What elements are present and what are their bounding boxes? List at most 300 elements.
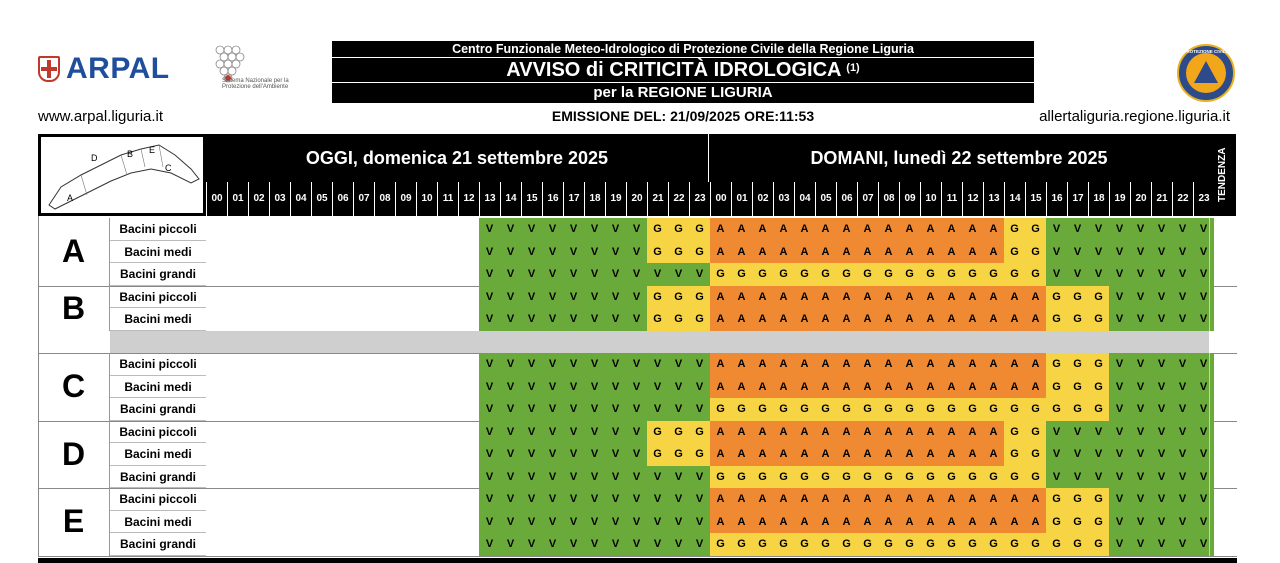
alert-cell: V <box>542 466 563 489</box>
alert-cell <box>206 398 227 421</box>
alert-cell: G <box>1004 218 1025 241</box>
alert-cell: G <box>815 533 836 556</box>
alert-cell <box>395 263 416 286</box>
alert-cell: V <box>1151 488 1172 511</box>
alert-cell: G <box>731 398 752 421</box>
alert-cell <box>248 511 269 534</box>
alert-cell: A <box>878 308 899 331</box>
alert-cell: A <box>836 308 857 331</box>
alert-cell: A <box>1004 488 1025 511</box>
alert-cell: V <box>521 376 542 399</box>
hour-label: 20 <box>626 182 647 216</box>
alert-cell: V <box>605 533 626 556</box>
alert-cell: G <box>710 398 731 421</box>
alert-cell <box>332 376 353 399</box>
alert-cell: A <box>920 308 941 331</box>
alert-cell <box>206 533 227 556</box>
alert-cell: A <box>1004 308 1025 331</box>
tendency-cell <box>1209 241 1237 264</box>
alert-cell: V <box>521 398 542 421</box>
alert-cell: A <box>815 286 836 309</box>
alert-cell: V <box>521 286 542 309</box>
alert-cell <box>353 308 374 331</box>
alert-cell: V <box>1088 421 1109 444</box>
arpal-website-link[interactable]: www.arpal.liguria.it <box>38 108 164 125</box>
alert-cell: A <box>983 421 1004 444</box>
alert-cell: V <box>563 533 584 556</box>
alert-cell <box>353 218 374 241</box>
hour-label: 18 <box>1088 182 1109 216</box>
liguria-zones-map <box>40 136 204 214</box>
alert-cell <box>248 466 269 489</box>
hour-label: 10 <box>416 182 437 216</box>
alert-cell: G <box>794 533 815 556</box>
alert-cell: V <box>1130 398 1151 421</box>
alert-cell: A <box>794 241 815 264</box>
alert-cell: V <box>500 398 521 421</box>
alert-cell: G <box>794 398 815 421</box>
alert-cell <box>458 511 479 534</box>
alert-cell: V <box>542 241 563 264</box>
table-row <box>38 511 1237 534</box>
alert-cell: G <box>1067 398 1088 421</box>
alert-cell: A <box>794 488 815 511</box>
alert-cell: V <box>563 421 584 444</box>
hour-label: 07 <box>353 182 374 216</box>
table-row <box>38 353 1237 376</box>
alert-cell: V <box>521 263 542 286</box>
table-header <box>38 134 1237 216</box>
table-row <box>38 286 1237 309</box>
alert-cell <box>269 308 290 331</box>
alert-cell: A <box>962 308 983 331</box>
alert-cell: A <box>1004 376 1025 399</box>
alert-cell <box>269 488 290 511</box>
table-row <box>38 218 1237 241</box>
alert-cell: V <box>605 286 626 309</box>
alert-cell: V <box>521 308 542 331</box>
alert-cell: A <box>857 353 878 376</box>
alert-cell: G <box>647 308 668 331</box>
hour-label: 12 <box>458 182 479 216</box>
alert-cell: A <box>899 511 920 534</box>
basin-label: Bacini medi <box>110 241 206 264</box>
alert-cell: A <box>983 241 1004 264</box>
alert-cell: G <box>1067 533 1088 556</box>
alert-cell: V <box>1193 353 1214 376</box>
alert-cell: V <box>647 533 668 556</box>
alert-cell: G <box>1088 398 1109 421</box>
table-row <box>38 466 1237 489</box>
alert-cell <box>353 511 374 534</box>
alert-cell <box>437 421 458 444</box>
svg-text:A: A <box>67 193 74 203</box>
alert-cell: V <box>1172 353 1193 376</box>
alert-cell: A <box>878 376 899 399</box>
alert-cell: A <box>1025 286 1046 309</box>
hour-label: 03 <box>773 182 794 216</box>
alert-cell: G <box>752 263 773 286</box>
bottom-bar <box>38 558 1237 563</box>
alert-cell: V <box>668 533 689 556</box>
hour-label: 06 <box>836 182 857 216</box>
alert-cell: A <box>731 443 752 466</box>
alert-cell: A <box>857 286 878 309</box>
alert-cell: V <box>1130 421 1151 444</box>
alert-cell: V <box>542 263 563 286</box>
alert-cell <box>227 263 248 286</box>
alert-cell: G <box>1067 286 1088 309</box>
alert-cell <box>248 263 269 286</box>
alert-cell: A <box>941 421 962 444</box>
hour-label: 08 <box>374 182 395 216</box>
alert-cell: V <box>1172 376 1193 399</box>
alert-cell: A <box>899 286 920 309</box>
hour-label: 18 <box>584 182 605 216</box>
alert-cell: A <box>920 511 941 534</box>
alert-cell <box>416 263 437 286</box>
alert-cell: V <box>521 466 542 489</box>
alert-cell <box>206 286 227 309</box>
alert-cell: V <box>563 443 584 466</box>
alert-cell: G <box>1046 376 1067 399</box>
basin-label: Bacini grandi <box>110 398 206 421</box>
alert-cell: A <box>836 218 857 241</box>
alert-cell: G <box>920 466 941 489</box>
alert-cell: G <box>836 263 857 286</box>
alert-cell: A <box>920 286 941 309</box>
alert-cell: V <box>1193 466 1214 489</box>
alert-cell: A <box>941 511 962 534</box>
alert-cell <box>248 286 269 309</box>
alert-cell: V <box>1130 241 1151 264</box>
hour-label: 13 <box>983 182 1004 216</box>
alert-cell: V <box>1088 466 1109 489</box>
alert-cell: V <box>1067 421 1088 444</box>
alert-cell: V <box>521 488 542 511</box>
alert-cell: A <box>962 443 983 466</box>
alert-cell: A <box>941 218 962 241</box>
alert-cell: A <box>773 488 794 511</box>
alert-cell: A <box>773 286 794 309</box>
alert-cell: V <box>1088 241 1109 264</box>
alert-cell: A <box>731 353 752 376</box>
alert-cell: G <box>794 263 815 286</box>
alert-cell: G <box>731 533 752 556</box>
alert-cell: G <box>920 263 941 286</box>
hour-label: 23 <box>1193 182 1214 216</box>
alert-cell: V <box>521 421 542 444</box>
hour-label: 08 <box>878 182 899 216</box>
hour-label: 04 <box>794 182 815 216</box>
alert-cell: V <box>1067 241 1088 264</box>
alert-cell <box>290 376 311 399</box>
hour-label: 02 <box>752 182 773 216</box>
alert-cell: G <box>1004 241 1025 264</box>
protezione-civile-logo-icon <box>1177 44 1235 102</box>
basin-label: Bacini grandi <box>110 466 206 489</box>
alert-cell: A <box>710 488 731 511</box>
alert-cell: V <box>689 511 710 534</box>
alert-cell: A <box>857 241 878 264</box>
svg-text:D: D <box>91 153 98 163</box>
alert-cell: A <box>941 241 962 264</box>
alert-cell: V <box>626 511 647 534</box>
alert-cell <box>374 308 395 331</box>
alert-cell: A <box>857 443 878 466</box>
alert-cell: V <box>479 398 500 421</box>
alert-cell: G <box>899 398 920 421</box>
alert-cell <box>311 286 332 309</box>
basin-label: Bacini medi <box>110 376 206 399</box>
alert-cell <box>416 286 437 309</box>
alert-cell: G <box>647 421 668 444</box>
alert-cell <box>353 353 374 376</box>
alert-cell: V <box>1109 376 1130 399</box>
alert-cell <box>269 443 290 466</box>
alert-cell <box>248 376 269 399</box>
alert-cell: A <box>773 443 794 466</box>
alert-cell <box>458 308 479 331</box>
alert-cell: A <box>1004 511 1025 534</box>
alert-cell: A <box>920 443 941 466</box>
alert-cell <box>206 353 227 376</box>
alert-cell <box>458 443 479 466</box>
alert-cell <box>269 241 290 264</box>
allerta-website-link[interactable]: allertaliguria.regione.liguria.it <box>1039 108 1230 125</box>
alert-cell <box>206 376 227 399</box>
alert-cell: V <box>1151 398 1172 421</box>
alert-cell: V <box>479 488 500 511</box>
alert-cell: V <box>689 533 710 556</box>
tendency-cell <box>1209 443 1237 466</box>
alert-cell <box>311 488 332 511</box>
alert-cell: V <box>1193 533 1214 556</box>
alert-cell: V <box>1088 218 1109 241</box>
alert-cell: V <box>500 421 521 444</box>
alert-cell <box>248 443 269 466</box>
alert-cell: G <box>1004 443 1025 466</box>
alert-cell <box>395 511 416 534</box>
alert-cell <box>269 218 290 241</box>
alert-cell <box>395 353 416 376</box>
alert-cell <box>437 533 458 556</box>
alert-cell: V <box>626 376 647 399</box>
alert-cell: G <box>668 443 689 466</box>
alert-cell: G <box>920 398 941 421</box>
alert-cell: A <box>815 353 836 376</box>
alert-cell: A <box>899 308 920 331</box>
alert-cell <box>206 511 227 534</box>
alert-cell: V <box>647 263 668 286</box>
alert-cell: V <box>1067 263 1088 286</box>
alert-cell <box>290 466 311 489</box>
alert-cell <box>437 466 458 489</box>
alert-cell: A <box>731 421 752 444</box>
alert-cell: V <box>647 511 668 534</box>
alert-cell: V <box>1193 376 1214 399</box>
alert-cell: V <box>1109 241 1130 264</box>
alert-cell: G <box>815 398 836 421</box>
alert-cell: V <box>521 218 542 241</box>
alert-cell: V <box>668 376 689 399</box>
alert-cell: A <box>962 488 983 511</box>
alert-cell: V <box>1130 376 1151 399</box>
alert-cell: A <box>857 488 878 511</box>
alert-cell: A <box>836 443 857 466</box>
alert-cell: A <box>731 308 752 331</box>
alert-cell: V <box>647 376 668 399</box>
alert-cell: G <box>1025 443 1046 466</box>
alert-cell: G <box>815 466 836 489</box>
alert-cell: A <box>1025 376 1046 399</box>
basin-label: Bacini piccoli <box>110 218 206 241</box>
alert-cell: V <box>584 421 605 444</box>
hour-label: 14 <box>500 182 521 216</box>
alert-cell: A <box>1004 353 1025 376</box>
alert-cell: V <box>1109 263 1130 286</box>
day2-title: DOMANI, lunedì 22 settembre 2025 <box>810 148 1108 168</box>
alert-cell: G <box>941 466 962 489</box>
alert-cell: G <box>836 398 857 421</box>
alert-cell: A <box>710 286 731 309</box>
alert-cell: A <box>836 376 857 399</box>
alert-cell: V <box>563 286 584 309</box>
alert-cell <box>248 398 269 421</box>
alert-cell <box>269 376 290 399</box>
alert-cell: A <box>836 488 857 511</box>
alert-cell <box>395 218 416 241</box>
alert-cell: G <box>1088 286 1109 309</box>
alert-cell <box>269 263 290 286</box>
alert-cell: V <box>479 533 500 556</box>
alert-cell: V <box>1109 443 1130 466</box>
alert-cell: G <box>983 398 1004 421</box>
alert-cell: G <box>689 241 710 264</box>
hour-label: 03 <box>269 182 290 216</box>
alert-cell <box>458 421 479 444</box>
alert-cell: V <box>584 353 605 376</box>
alert-cell: G <box>836 533 857 556</box>
alert-cell: A <box>773 308 794 331</box>
tendency-cell <box>1209 376 1237 399</box>
alert-cell <box>332 263 353 286</box>
alert-cell <box>332 488 353 511</box>
alert-cell: V <box>605 308 626 331</box>
alert-cell: G <box>689 421 710 444</box>
alert-cell: V <box>521 511 542 534</box>
alert-cell <box>437 218 458 241</box>
alert-cell: A <box>941 376 962 399</box>
alert-cell <box>437 286 458 309</box>
zone-label: C <box>38 353 110 421</box>
alert-cell: A <box>962 376 983 399</box>
alert-cell: G <box>1025 466 1046 489</box>
alert-cell: A <box>983 218 1004 241</box>
alert-cell <box>353 421 374 444</box>
alert-cell: A <box>962 511 983 534</box>
alert-cell: G <box>899 466 920 489</box>
hour-label: 19 <box>605 182 626 216</box>
alert-cell: A <box>1025 511 1046 534</box>
alert-cell: G <box>1088 353 1109 376</box>
hour-label: 19 <box>1109 182 1130 216</box>
alert-cell: V <box>563 376 584 399</box>
hour-label: 00 <box>206 182 227 216</box>
alert-cell: A <box>731 286 752 309</box>
alert-cell: G <box>878 466 899 489</box>
alert-cell <box>395 241 416 264</box>
alert-cell <box>227 218 248 241</box>
alert-cell: A <box>983 511 1004 534</box>
alert-cell: G <box>668 308 689 331</box>
alert-cell: V <box>605 263 626 286</box>
alert-cell: V <box>1046 466 1067 489</box>
alert-cell <box>269 398 290 421</box>
alert-cell <box>353 443 374 466</box>
alert-cell <box>458 466 479 489</box>
alert-cell <box>311 353 332 376</box>
alert-cell: A <box>815 511 836 534</box>
tendency-cell <box>1209 353 1237 376</box>
alert-cell: A <box>962 286 983 309</box>
alert-cell: V <box>1193 421 1214 444</box>
alert-cell <box>311 466 332 489</box>
alert-cell: G <box>857 263 878 286</box>
alert-cell: V <box>500 241 521 264</box>
alert-cell <box>353 376 374 399</box>
alert-cell <box>206 308 227 331</box>
tendency-cell <box>1209 308 1237 331</box>
alert-cell: V <box>584 533 605 556</box>
alert-cell: G <box>1004 466 1025 489</box>
alert-cell <box>374 376 395 399</box>
alert-cell: G <box>857 398 878 421</box>
alert-cell <box>416 376 437 399</box>
alert-cell: G <box>1088 308 1109 331</box>
table-row <box>38 376 1237 399</box>
alert-cell: V <box>1109 466 1130 489</box>
basin-label: Bacini medi <box>110 443 206 466</box>
alert-cell: V <box>521 353 542 376</box>
alert-cell: A <box>752 241 773 264</box>
alert-cell: V <box>1067 443 1088 466</box>
alert-cell: A <box>920 488 941 511</box>
alert-cell: A <box>878 353 899 376</box>
alert-cell: G <box>731 263 752 286</box>
alert-cell <box>290 511 311 534</box>
table-row <box>38 241 1237 264</box>
alert-cell: V <box>1130 353 1151 376</box>
alert-cell <box>437 353 458 376</box>
alert-cell: G <box>710 263 731 286</box>
alert-cell: G <box>1067 376 1088 399</box>
alert-cell: V <box>1172 511 1193 534</box>
hour-label: 22 <box>668 182 689 216</box>
alert-cell: A <box>836 241 857 264</box>
alert-cell: V <box>626 218 647 241</box>
alert-cell: V <box>1172 421 1193 444</box>
alert-cell: V <box>563 308 584 331</box>
alert-cell: G <box>962 466 983 489</box>
alert-cell: G <box>689 218 710 241</box>
basin-label: Bacini grandi <box>110 533 206 556</box>
alert-cell <box>290 533 311 556</box>
alert-cell: G <box>941 533 962 556</box>
alert-cell: G <box>1046 308 1067 331</box>
basin-label: Bacini piccoli <box>110 488 206 511</box>
alert-cell: A <box>710 353 731 376</box>
